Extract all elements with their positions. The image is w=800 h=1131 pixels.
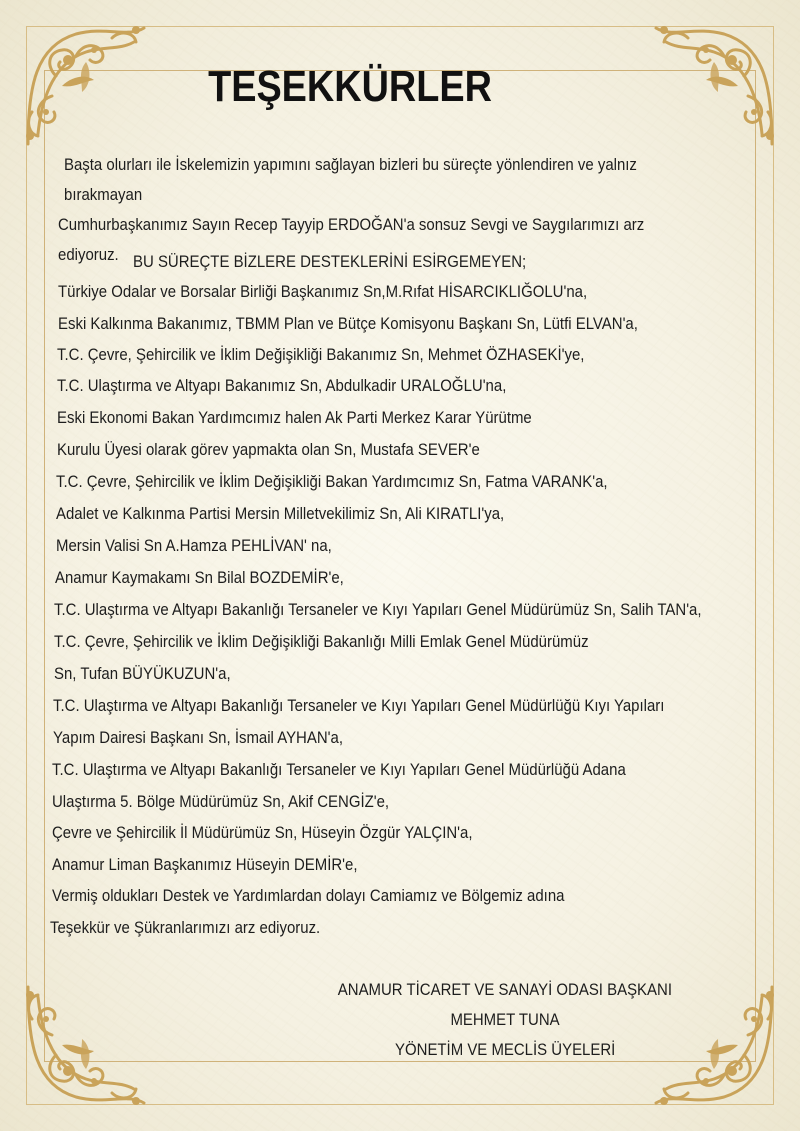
thanks-line: T.C. Çevre, Şehircilik ve İklim Değişikliği Bakan Yardımcımız Sn, Fatma VARANK'a, (56, 472, 608, 491)
signature-name: MEHMET TUNA (450, 1010, 560, 1029)
intro-line: Cumhurbaşkanımız Sayın Recep Tayyip ERDOĞAN'a sonsuz Sevgi ve Saygılarımızı arz ediyoruz. (58, 215, 645, 264)
thanks-line: Sn, Tufan BÜYÜKUZUN'a, (54, 664, 231, 683)
thanks-line: Eski Kalkınma Bakanımız, TBMM Plan ve Bütçe Komisyonu Başkanı Sn, Lütfi ELVAN'a, (58, 314, 638, 333)
thanks-line: Mersin Valisi Sn A.Hamza PEHLİVAN' na, (56, 536, 332, 555)
thanks-line: Kurulu Üyesi olarak görev yapmakta olan Sn, Mustafa SEVER'e (57, 440, 480, 459)
page-title: TEŞEKKÜRLER (208, 62, 492, 111)
thanks-line: Anamur Liman Başkanımız Hüseyin DEMİR'e, (52, 855, 358, 874)
thanks-line: Çevre ve Şehircilik İl Müdürümüz Sn, Hüseyin Özgür YALÇIN'a, (52, 823, 473, 842)
signature-organization: ANAMUR TİCARET VE SANAYİ ODASI BAŞKANI (337, 980, 673, 999)
thanks-line: Türkiye Odalar ve Borsalar Birliği Başkanımız Sn,M.Rıfat HİSARCIKLIĞOLU'na, (58, 282, 588, 301)
thanks-line: Yapım Dairesi Başkanı Sn, İsmail AYHAN'a, (53, 728, 343, 747)
thanks-line: T.C. Çevre, Şehircilik ve İklim Değişikliği Bakanımız Sn, Mehmet ÖZHASEKİ'ye, (57, 345, 585, 364)
thanks-line: Vermiş oldukları Destek ve Yardımlardan dolayı Camiamız ve Bölgemiz adına (52, 886, 565, 905)
thanks-line: T.C. Ulaştırma ve Altyapı Bakanlığı Tersaneler ve Kıyı Yapıları Genel Müdürlüğü Adana (52, 760, 626, 779)
thanks-line: T.C. Ulaştırma ve Altyapı Bakanlığı Tersaneler ve Kıyı Yapıları Genel Müdürlüğü Kıyı Yapıları (53, 696, 665, 715)
thanks-line: T.C. Çevre, Şehircilik ve İklim Değişikliği Bakanlığı Milli Emlak Genel Müdürümüz (54, 632, 589, 651)
thanks-line: T.C. Ulaştırma ve Altyapı Bakanlığı Tersaneler ve Kıyı Yapıları Genel Müdürümüz Sn, Salih TAN'a, (54, 600, 702, 619)
thanks-line: T.C. Ulaştırma ve Altyapı Bakanımız Sn, Abdulkadir URALOĞLU'na, (57, 376, 507, 395)
thanks-line: Adalet ve Kalkınma Partisi Mersin Milletvekilimiz Sn, Ali KIRATLI'ya, (56, 504, 505, 523)
thanks-line: Ulaştırma 5. Bölge Müdürümüz Sn, Akif CENGİZ'e, (52, 792, 390, 811)
thanks-line: Eski Ekonomi Bakan Yardımcımız halen Ak Parti Merkez Karar Yürütme (57, 408, 532, 427)
section-lead-text: BU SÜREÇTE BİZLERE DESTEKLERİNİ ESİRGEMEYEN; (133, 252, 527, 271)
signature-block (310, 975, 700, 1065)
signature-board: YÖNETİM VE MECLİS ÜYELERİ (394, 1040, 616, 1059)
corner-ornament-icon (644, 16, 784, 156)
thanks-line: Teşekkür ve Şükranlarımızı arz ediyoruz. (50, 918, 321, 937)
corner-ornament-icon (16, 975, 156, 1115)
section-lead (133, 251, 580, 273)
intro-line: Başta olurları ile İskelemizin yapımını sağlayan bizleri bu süreçte yönlendiren ve yalnız bırakmayan (64, 155, 637, 204)
thanks-line: Anamur Kaymakamı Sn Bilal BOZDEMİR'e, (55, 568, 344, 587)
